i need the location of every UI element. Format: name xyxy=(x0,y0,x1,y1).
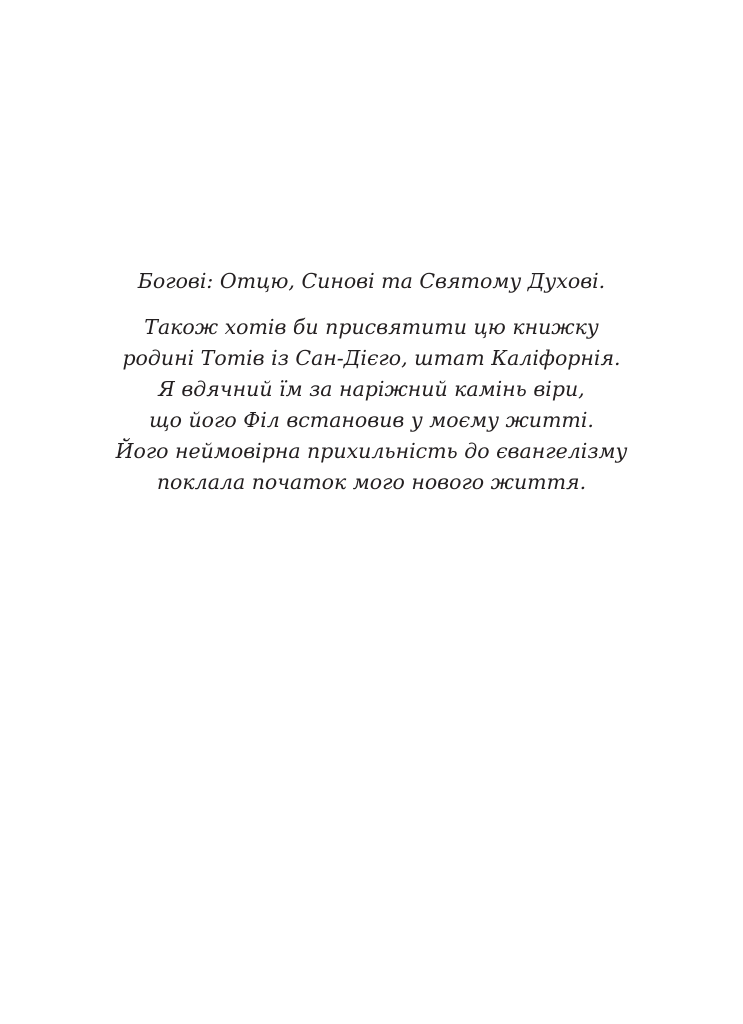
dedication-heading-line: Богові: Отцю, Синові та Святому Духові. xyxy=(137,269,606,293)
dedication-line-3: Я вдячний їм за наріжний камінь віри, xyxy=(158,377,585,401)
dedication-line-4: що його Філ встановив у моєму житті. xyxy=(149,408,594,432)
dedication-line-1: Також хотів би присвятити цю книжку xyxy=(144,315,599,339)
dedication-line-2: родині Тотів із Сан-Дієго, штат Каліфорнія. xyxy=(122,346,621,370)
dedication-line-6: поклала початок мого нового життя. xyxy=(156,470,587,494)
dedication-body xyxy=(0,312,743,498)
dedication-heading xyxy=(0,266,743,297)
dedication-line-5: Його неймовірна прихильність до євангелізму xyxy=(115,439,628,463)
